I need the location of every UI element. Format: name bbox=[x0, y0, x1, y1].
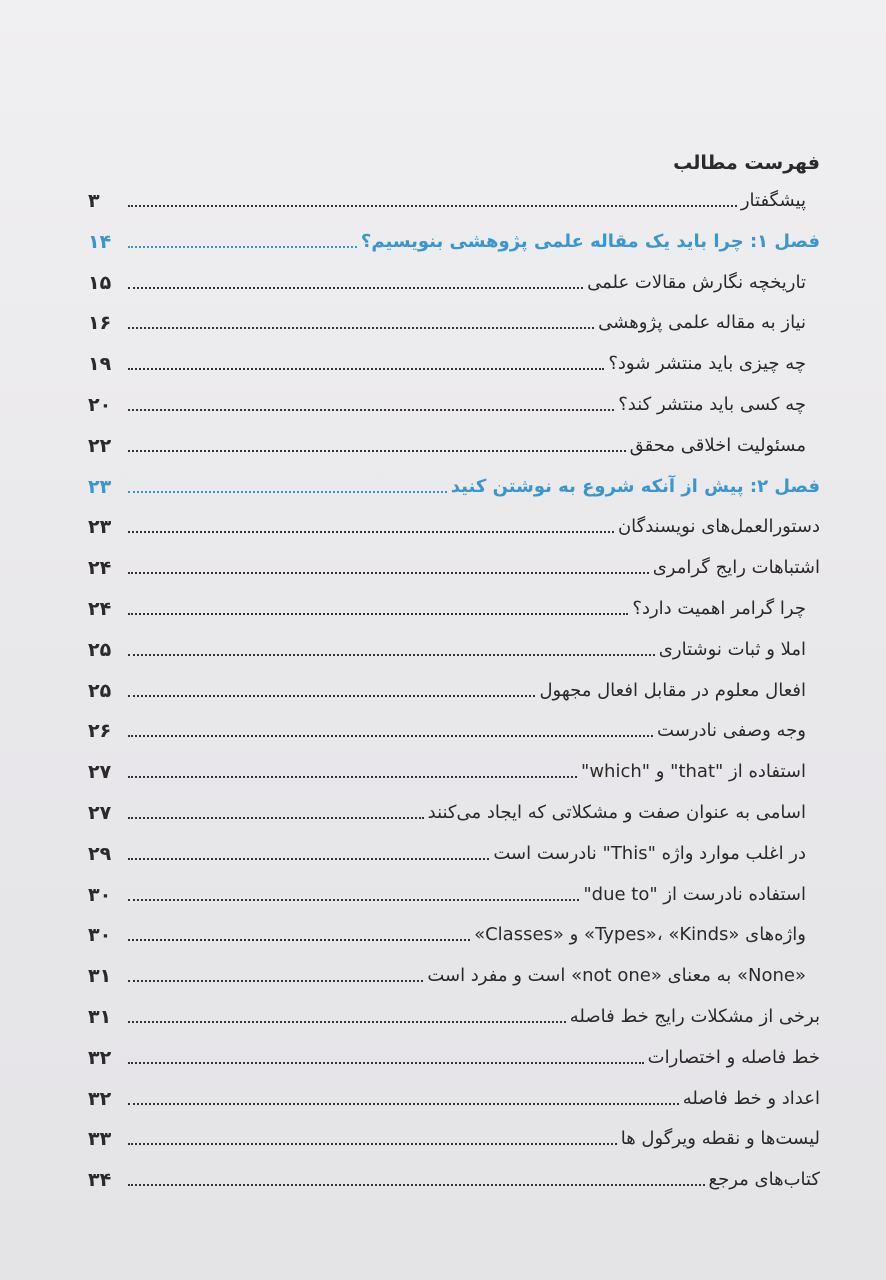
toc-entry bbox=[88, 379, 820, 420]
dot-leader bbox=[128, 939, 470, 941]
dot-leader bbox=[128, 613, 628, 615]
toc-chapter-entry bbox=[88, 461, 820, 502]
toc-entry-page: ۲۵ bbox=[88, 638, 112, 661]
toc-entry-page: ۲۶ bbox=[88, 720, 112, 743]
toc-entry bbox=[88, 950, 820, 991]
toc-entry-page: ۲۹ bbox=[88, 842, 112, 865]
toc-entry-label: چه چیزی باید منتشر شود؟ bbox=[608, 353, 806, 375]
toc-entry-page: ۳۳ bbox=[88, 1128, 112, 1151]
dot-leader bbox=[128, 735, 653, 737]
toc-entry-page: ۲۰ bbox=[88, 393, 112, 416]
toc-entry-label: اعداد و خط فاصله bbox=[682, 1087, 820, 1109]
toc-entry bbox=[88, 991, 820, 1032]
toc-entry-page: ۲۷ bbox=[88, 761, 112, 784]
toc-entry bbox=[88, 787, 820, 828]
dot-leader bbox=[128, 450, 626, 452]
toc-entry-label: اسامی به عنوان صفت و مشکلاتی که ایجاد می‌کنند bbox=[427, 801, 806, 823]
toc-entry-label: استفاده نادرست از "due to" bbox=[583, 883, 806, 905]
dot-leader bbox=[128, 776, 577, 778]
toc-entry-page: ۱۴ bbox=[88, 230, 112, 253]
table-of-contents bbox=[88, 150, 820, 1195]
toc-entry-page: ۱۵ bbox=[88, 271, 112, 294]
toc-entry bbox=[88, 624, 820, 665]
dot-leader bbox=[128, 572, 649, 574]
toc-entry bbox=[88, 1114, 820, 1155]
dot-leader bbox=[128, 1103, 679, 1105]
dot-leader bbox=[128, 1143, 617, 1145]
dot-leader bbox=[128, 368, 604, 370]
toc-entry-page: ۳۲ bbox=[88, 1046, 112, 1069]
toc-entry-label: واژه‌های «Types»، «Kinds» و «Classes» bbox=[474, 924, 806, 946]
toc-entry-page: ۲۳ bbox=[88, 516, 112, 539]
toc-entry-page: ۱۶ bbox=[88, 312, 112, 335]
toc-entry bbox=[88, 502, 820, 543]
toc-entry-page: ۳۰ bbox=[88, 924, 112, 947]
toc-entry-label: پیشگفتار bbox=[740, 190, 806, 211]
dot-leader bbox=[128, 409, 614, 411]
toc-entry-page: ۲۲ bbox=[88, 434, 112, 457]
toc-entry-label: چه کسی باید منتشر کند؟ bbox=[618, 393, 806, 415]
toc-chapter-label: فصل ۲: پیش از آنکه شروع به نوشتن کنید bbox=[450, 475, 820, 497]
toc-entry-page: ۲۷ bbox=[88, 801, 112, 824]
toc-entry-page: ۳۱ bbox=[88, 1005, 112, 1028]
dot-leader bbox=[128, 817, 424, 819]
toc-entry bbox=[88, 583, 820, 624]
toc-entry-label: مسئولیت اخلاقی محقق bbox=[629, 434, 806, 456]
dot-leader bbox=[128, 491, 447, 493]
toc-entry bbox=[88, 1032, 820, 1073]
toc-entry bbox=[88, 910, 820, 951]
toc-entry bbox=[88, 1073, 820, 1114]
toc-entry-label: وجه وصفی نادرست bbox=[657, 720, 806, 742]
toc-entry-page: ۳ bbox=[88, 190, 100, 212]
toc-entry-label: نیاز به مقاله علمی پژوهشی bbox=[598, 312, 806, 334]
toc-entry-label: چرا گرامر اهمیت دارد؟ bbox=[632, 597, 806, 619]
toc-entry bbox=[88, 869, 820, 910]
dot-leader bbox=[128, 980, 423, 982]
toc-entry-label: در اغلب موارد واژه "This" نادرست است bbox=[493, 842, 806, 864]
toc-entry-page: ۱۹ bbox=[88, 353, 112, 376]
toc-entry-page: ۳۰ bbox=[88, 883, 112, 906]
toc-entry-page: ۳۱ bbox=[88, 965, 112, 988]
toc-entry bbox=[88, 298, 820, 339]
toc-entry bbox=[88, 706, 820, 747]
toc-entry-label: برخی از مشکلات رایج خط فاصله bbox=[569, 1005, 820, 1027]
toc-entry-label: تاریخچه نگارش مقالات علمی bbox=[587, 271, 806, 293]
dot-leader bbox=[128, 899, 579, 901]
toc-entry-label: اشتباهات رایج گرامری bbox=[652, 557, 820, 579]
dot-leader bbox=[128, 695, 535, 697]
toc-entry-label: املا و ثبات نوشتاری bbox=[658, 638, 806, 660]
toc-entry-label: لیست‌ها و نقطه ویرگول ها bbox=[620, 1128, 820, 1150]
dot-leader bbox=[128, 654, 655, 656]
dot-leader bbox=[128, 1021, 566, 1023]
toc-entry bbox=[88, 665, 820, 706]
dot-leader bbox=[128, 1184, 705, 1186]
dot-leader bbox=[128, 531, 614, 533]
toc-entry-page: ۳۴ bbox=[88, 1169, 112, 1192]
toc-entry bbox=[88, 746, 820, 787]
toc-entry bbox=[88, 1154, 820, 1195]
toc-entry bbox=[88, 182, 820, 216]
toc-entry-label: خط فاصله و اختصارات bbox=[647, 1046, 820, 1068]
dot-leader bbox=[128, 1062, 644, 1064]
toc-entry-page: ۳۲ bbox=[88, 1087, 112, 1110]
dot-leader bbox=[128, 858, 489, 860]
toc-entry bbox=[88, 420, 820, 461]
dot-leader bbox=[128, 246, 357, 248]
toc-entry-page: ۲۴ bbox=[88, 557, 112, 580]
toc-entry-page: ۲۳ bbox=[88, 475, 112, 498]
toc-title: فهرست مطالب bbox=[673, 152, 820, 174]
toc-entry-label: کتاب‌های مرجع bbox=[708, 1169, 820, 1191]
toc-chapter-label: فصل ۱: چرا باید یک مقاله علمی پژوهشی بنویسیم؟ bbox=[360, 230, 820, 252]
toc-entry-page: ۲۴ bbox=[88, 597, 112, 620]
dot-leader bbox=[128, 287, 583, 289]
toc-entry-label: «None» به معنای «not one» است و مفرد است bbox=[427, 965, 806, 987]
dot-leader bbox=[128, 205, 737, 207]
toc-entry bbox=[88, 257, 820, 298]
toc-entry bbox=[88, 542, 820, 583]
dot-leader bbox=[128, 327, 594, 329]
toc-entry-label: دستورالعمل‌های نویسندگان bbox=[617, 516, 820, 538]
toc-chapter-entry bbox=[88, 216, 820, 257]
toc-entry bbox=[88, 828, 820, 869]
toc-entry bbox=[88, 338, 820, 379]
toc-entry-label: استفاده از "that" و "which" bbox=[581, 761, 806, 783]
toc-entry-page: ۲۵ bbox=[88, 679, 112, 702]
toc-entry-label: افعال معلوم در مقابل افعال مجهول bbox=[539, 679, 806, 701]
